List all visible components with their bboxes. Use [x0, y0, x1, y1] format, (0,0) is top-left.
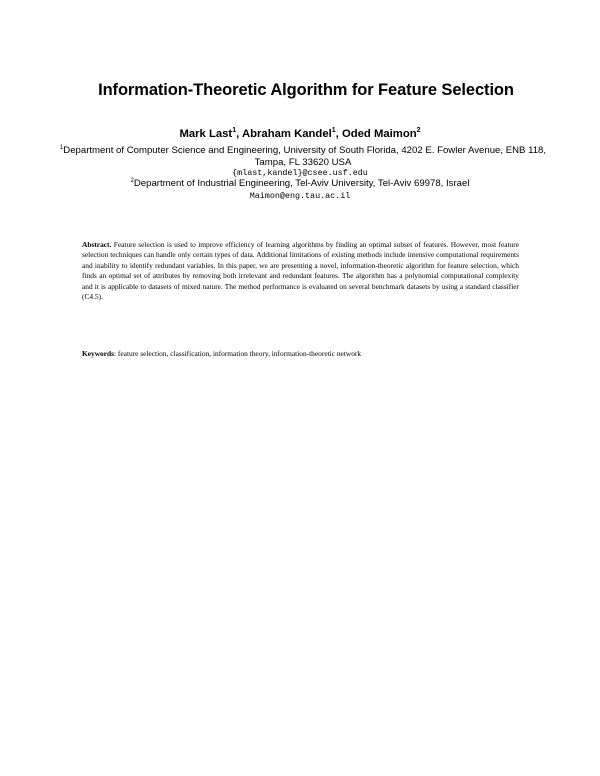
keywords — [82, 349, 519, 359]
abstract — [82, 240, 519, 302]
author-name: Abraham Kandel — [241, 128, 332, 140]
author-name: Oded Maimon — [341, 128, 417, 140]
paper-title: Information-Theoretic Algorithm for Feature Selection — [98, 81, 514, 99]
affiliation-mark: 1 — [59, 145, 64, 151]
affiliation-1 — [58, 145, 548, 169]
affiliation-2-email: Maimon@eng.tau.ac.il — [249, 191, 351, 201]
author-separator: , — [236, 128, 242, 140]
author-affiliation-mark: 2 — [416, 127, 421, 134]
affiliation-mark: 2 — [130, 178, 134, 184]
author-list — [0, 128, 600, 140]
affiliation-2 — [0, 178, 600, 189]
affiliation-text: Department of Industrial Engineering, Tel-Aviv University, Tel-Aviv 69978, Israel — [133, 178, 470, 189]
author-affiliation-mark: 1 — [331, 127, 336, 134]
affiliation-1-email: {mlast,kandel}@csee.usf.edu — [232, 168, 368, 178]
keywords-text: : feature selection, classification, information theory, information-theoretic network — [114, 349, 362, 358]
abstract-label: Abstract. — [82, 240, 112, 249]
author-separator: , — [335, 128, 342, 140]
keywords-label: Keywords — [82, 349, 115, 358]
abstract-text: Feature selection is used to improve efficiency of learning algorithms by finding an optimal subset of features. However, most feature selection techniques can handle only certain types of data. Additional limitations of existing methods include intensive computational requirements and inability to identify redundant variables. In this paper, we are presenting a novel, information-theoretic algorithm for feature selection, which finds an optimal set of attributes by removing both irrelevant and redundant features. The algorithm has a polynomial computational complexity and it is applicable to datasets of mixed nature. The method performance is evaluated on several benchmark datasets by using a standard classifier (C4.5). — [82, 240, 519, 302]
author-name: Mark Last — [179, 128, 233, 140]
author-affiliation-mark: 1 — [232, 127, 237, 134]
affiliation-text: Department of Computer Science and Engineering, University of South Florida, 4202 E. Fowler Avenue, ENB 118, Tampa, FL 33620 USA — [63, 145, 547, 168]
